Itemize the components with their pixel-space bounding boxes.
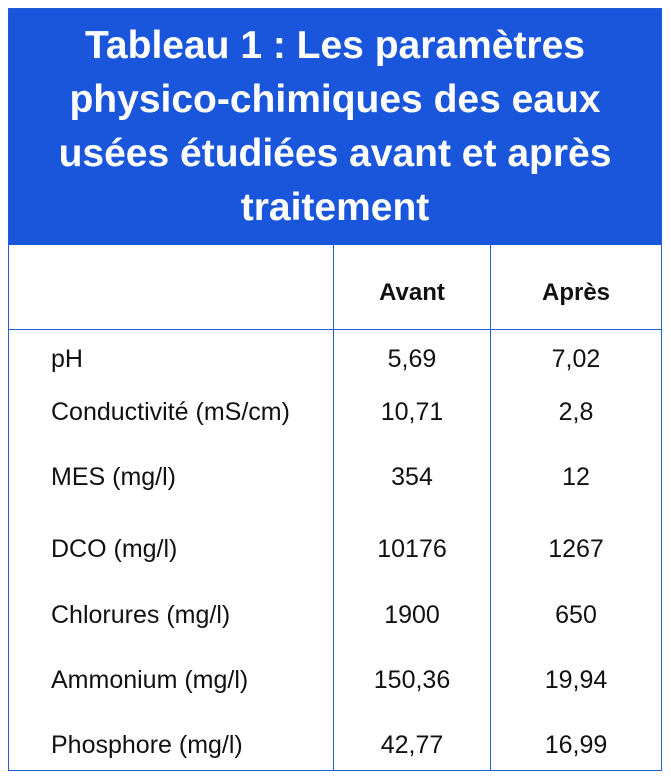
row-label: pH (51, 345, 83, 373)
data-table (9, 245, 661, 770)
value-avant: 10176 (377, 535, 447, 563)
value-apres: 12 (562, 463, 590, 491)
value-apres: 16,99 (544, 731, 608, 759)
value-apres: 19,94 (544, 666, 608, 694)
value-apres: 7,02 (551, 345, 601, 373)
value-avant: 1900 (384, 601, 440, 629)
row-label: Conductivité (mS/cm) (51, 398, 290, 426)
header-divider (9, 329, 661, 330)
value-avant: 150,36 (373, 666, 451, 694)
value-apres: 1267 (548, 535, 604, 563)
value-avant: 42,77 (380, 731, 444, 759)
value-avant: 5,69 (387, 345, 437, 373)
table-title: Tableau 1 : Les paramètres physico-chimiques des eaux usées étudiées avant et après traitement (58, 24, 612, 229)
value-apres: 2,8 (558, 398, 594, 426)
row-label: Phosphore (mg/l) (51, 731, 243, 759)
row-label: Ammonium (mg/l) (51, 666, 249, 694)
value-avant: 354 (391, 463, 433, 491)
table-frame (8, 8, 662, 771)
header-cell-avant: Avant (379, 279, 445, 306)
value-apres: 650 (555, 601, 597, 629)
row-label: DCO (mg/l) (51, 535, 178, 563)
header-cell-apres: Après (541, 279, 611, 306)
title-bar (9, 9, 661, 245)
value-avant: 10,71 (380, 398, 444, 426)
row-label: Chlorures (mg/l) (51, 601, 231, 629)
row-label: MES (mg/l) (51, 463, 176, 491)
